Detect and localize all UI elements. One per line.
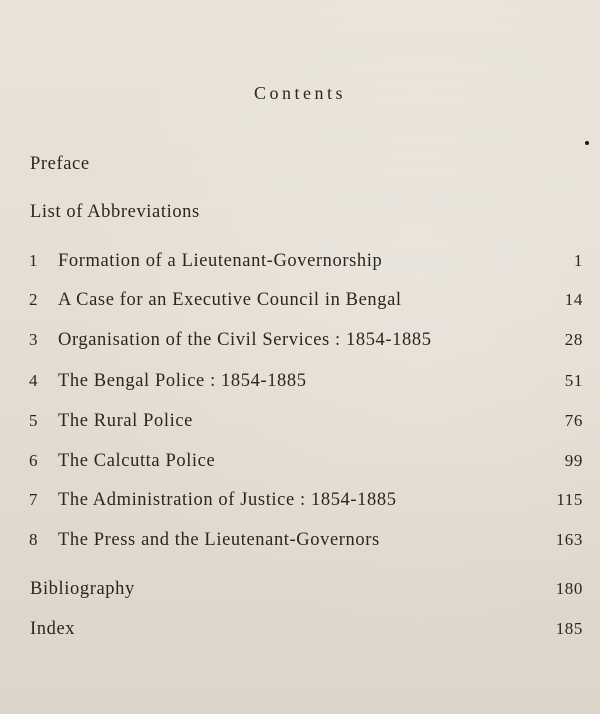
toc-entry-title: A Case for an Executive Council in Bengal: [58, 290, 402, 310]
chapter-number: 5: [29, 411, 39, 430]
chapter-number: 7: [29, 490, 39, 509]
chapter-number: 1: [29, 251, 39, 270]
toc-entry-title: Index: [30, 619, 76, 639]
toc-entry-page: 115: [556, 490, 583, 509]
toc-entry-chapter-2[interactable]: [0, 290, 600, 320]
toc-entry-page: 180: [555, 579, 583, 598]
toc-entry-title: List of Abbreviations: [30, 202, 200, 222]
toc-entry-title: The Administration of Justice : 1854-1885: [58, 490, 397, 510]
toc-entry-chapter-1[interactable]: [0, 251, 600, 281]
toc-entry-bibliography[interactable]: [0, 579, 600, 609]
toc-entry-title: The Rural Police: [58, 411, 193, 431]
toc-entry-index[interactable]: [0, 619, 600, 649]
toc-entry-title: Organisation of the Civil Services : 1854-1885: [58, 330, 432, 350]
toc-entry-title: The Bengal Police : 1854-1885: [58, 371, 307, 391]
toc-entry-abbreviations[interactable]: [0, 202, 600, 232]
toc-entry-chapter-3[interactable]: [0, 330, 600, 360]
toc-entry-page: 51: [564, 371, 583, 390]
chapter-number: 2: [29, 290, 39, 309]
toc-entry-title: Preface: [30, 154, 90, 174]
toc-entry-title: The Calcutta Police: [58, 451, 216, 471]
toc-entry-chapter-8[interactable]: [0, 530, 600, 560]
toc-entry-page: 99: [564, 451, 583, 470]
toc-entry-chapter-5[interactable]: [0, 411, 600, 441]
contents-heading: [0, 83, 600, 104]
toc-entry-page: 185: [555, 619, 583, 638]
toc-entry-page: 14: [564, 290, 583, 309]
contents-heading-text: Contents: [253, 83, 346, 103]
toc-entry-page: 163: [555, 530, 583, 549]
chapter-number: 3: [29, 330, 39, 349]
toc-entry-page: 1: [573, 251, 583, 270]
toc-entry-title: Formation of a Lieutenant-Governorship: [58, 251, 383, 271]
chapter-number: 4: [29, 371, 39, 390]
toc-entry-preface[interactable]: [0, 154, 600, 184]
toc-entry-page: 28: [564, 330, 583, 349]
ink-speck: [585, 141, 589, 145]
toc-entry-chapter-4[interactable]: [0, 371, 600, 401]
toc-entry-chapter-7[interactable]: [0, 490, 600, 520]
toc-entry-title: Bibliography: [30, 579, 135, 599]
chapter-number: 8: [29, 530, 39, 549]
toc-entry-title: The Press and the Lieutenant-Governors: [58, 530, 380, 550]
chapter-number: 6: [29, 451, 39, 470]
toc-entry-chapter-6[interactable]: [0, 451, 600, 481]
toc-entry-page: 76: [564, 411, 583, 430]
